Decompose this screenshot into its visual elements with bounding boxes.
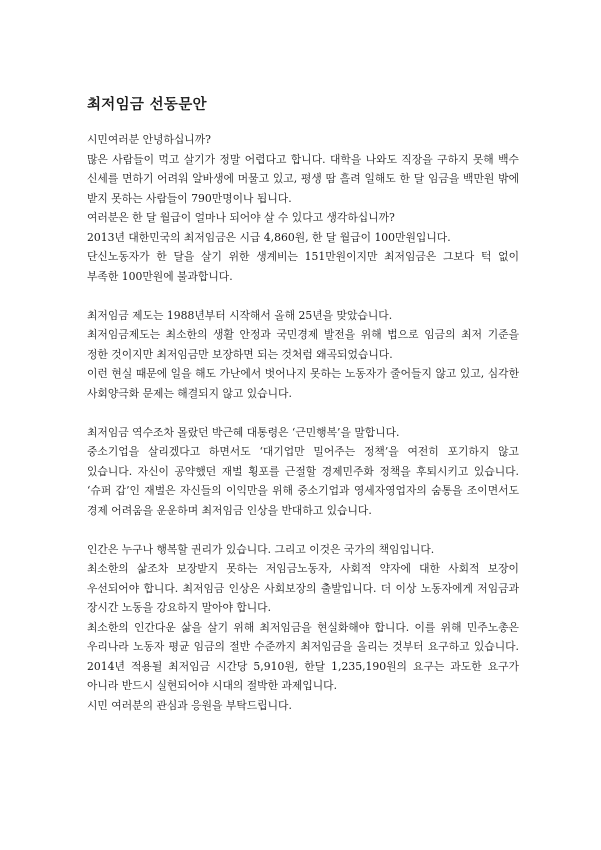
paragraph-2013-wage: 2013년 대한민국의 최저임금은 시급 4,860원, 한 달 월급이 100만원입니다. <box>87 230 451 244</box>
document-page <box>87 96 519 715</box>
paragraph-hardship: 많은 사람들이 먹고 살기가 정말 어렵다고 합니다. 대학을 나와도 직장을 구하지 못해 백수 신세를 면하기 어려워 알바생에 머물고 있고, 평생 땀 흘려 일해도 한 달 임금을 백만원 밖에 받지 못하는 사람들이 790만명이나 됩니다. <box>87 152 519 205</box>
paragraph-right-to-happiness: 인간은 누구나 행복할 권리가 있습니다. 그리고 이것은 국가의 책임입니다. <box>87 542 435 556</box>
paragraph-polarization: 이런 현실 때문에 일을 해도 가난에서 벗어나지 못하는 노동자가 줄어들지 않고 있고, 심각한 사회양극화 문제는 해결되지 않고 있습니다. <box>87 367 519 400</box>
paragraph-purpose: 최저임금제도는 최소한의 생활 안정과 국민경제 발전을 위해 법으로 임금의 최저 기준을 정한 것이지만 최저임금만 보장하면 되는 것처럼 왜곡되었습니다. <box>87 328 519 361</box>
paragraph-spacer <box>87 520 519 540</box>
paragraph-history: 최저임금 제도는 1988년부터 시작해서 올해 25년을 맞았습니다. <box>87 308 393 322</box>
paragraph-spacer <box>87 403 519 423</box>
paragraph-demand: 최소한의 인간다운 삶을 살기 위해 최저임금을 현실화해야 합니다. 이를 위해 민주노총은 우리나라 노동자 평균 임금의 절반 수준까지 최저임금을 올리는 것부터 요구하고 있습니다. 2014년 적용될 최저임금 시간당 5,910원, 한달 1,235,190원의 요구는 과도한 요구가 아니라 반드시 실현되어야 시대의 절박한 과제입니다. <box>87 620 519 692</box>
paragraph-closing: 시민 여러분의 관심과 응원을 부탁드립니다. <box>87 698 292 712</box>
paragraph-spacer <box>87 286 519 306</box>
paragraph-living-cost: 단신노동자가 한 달을 살기 위한 생계비는 151만원이지만 최저임금은 그보다 턱 없이 부족한 100만원에 불과합니다. <box>87 250 519 283</box>
paragraph-president: 최저임금 역수조차 몰랐던 박근혜 대통령은 ‘근민행복’을 말합니다. <box>87 425 400 439</box>
document-title: 최저임금 선동문안 <box>87 97 207 113</box>
paragraph-social-security: 최소한의 삶조차 보장받지 못하는 저임금노동자, 사회적 약자에 대한 사회적 보장이 우선되어야 합니다. 최저임금 인상은 사회보장의 출발입니다. 더 이상 노동자에게 저임금과 장시간 노동을 강요하지 말아야 합니다. <box>87 562 519 614</box>
paragraph-question: 여러분은 한 달 월급이 얼마나 되어야 살 수 있다고 생각하십니까? <box>87 211 395 224</box>
paragraph-chaebol: 중소기업을 살리겠다고 하면서도 ‘대기업만 밀어주는 정책’을 여전히 포기하지 않고 있습니다. 자신이 공약했던 재벌 횡포를 근절할 경제민주화 정책을 후퇴시키고 있습니다. ‘슈퍼 갑’인 재벌은 자신들의 이익만을 위해 중소기업과 영세자영업자의 숨통을 조이면서도 경제 어려움을 운운하며 최저임금 인상을 반대하고 있습니다. <box>87 445 519 517</box>
paragraph-greeting: 시민여러분 안녕하십니까? <box>87 133 211 146</box>
